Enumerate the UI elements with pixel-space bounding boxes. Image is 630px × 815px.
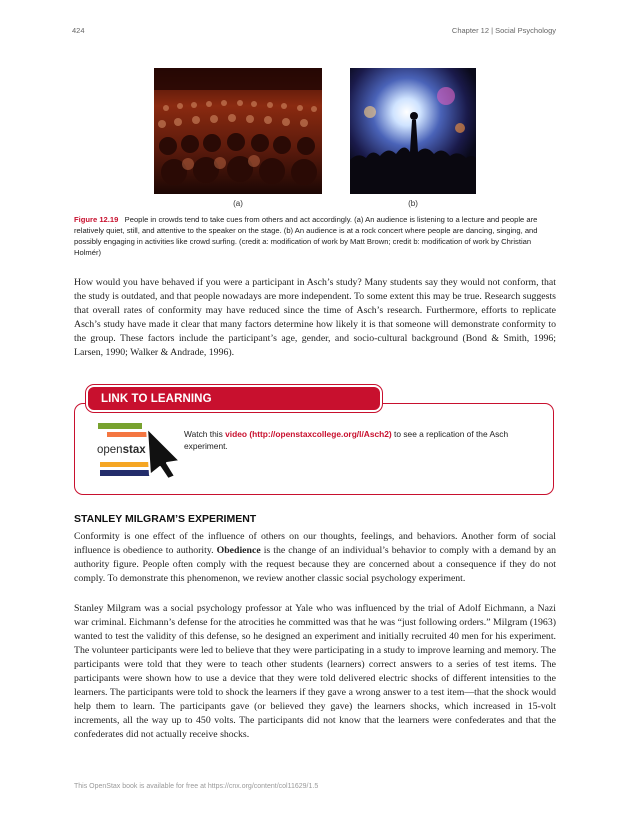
link-to-learning-text: Watch this video (http://openstaxcollege.org/l/Asch2) to see a replication of the Asch experiment. [184,429,509,451]
lecture-audience-photo [154,68,322,194]
openstax-logo-text: openstax [97,444,146,456]
rock-concert-photo [350,68,476,194]
link-to-learning-title: LINK TO LEARNING [101,393,212,405]
chapter-header: Chapter 12 | Social Psychology [451,26,556,35]
body-paragraph-milgram: Stanley Milgram was a social psychology professor at Yale who was influenced by the trial of Adolf Eichmann, a Nazi war criminal. Eichmann’s defense for the atrocities he committed was that he was “just following orders.” Milgram (1963) wanted to test the validity of this defense, so he designed an experiment and initially recruited 40 men for his experiment. The volunteer participants were led to believe that they were participating in a study to improve learning and memory. The participants were told that they were to teach other students (learners) correct answers to a series of test items. The participants were shown how to use a device that they were told delivered electric shocks of different intensities to the learners. The participants were told to shock the learners if they gave a wrong answer to a test item—that the shock would help them to learn. The participants gave (or believed they gave) the learners shocks, which increased in 15-volt increments, all the way up to 450 volts. The participants did not know that the learners were confederates and that the confederates did not actually receive shocks. [74,603,556,740]
obedience-term: Obedience [216,545,261,556]
link-to-learning-tab [86,385,382,412]
figure-label-b: (b) [408,199,418,208]
figure-caption [74,214,556,258]
page-footer: This OpenStax book is available for free at https://cnx.org/content/col11629/1.5 [74,783,319,790]
page-number: 424 [72,26,85,35]
figure-number: Figure 12.19 [74,215,119,224]
body-paragraph-asch: How would you have behaved if you were a participant in Asch’s study? Many students say they would not conform, that the study is outdated, and that people nowadays are more independent. To some extent this may be true. Research suggests that overall rates of conformity may have reduced since the time of Asch’s research. Furthermore, efforts to replicate Asch’s study have made it clear that many factors determine how likely it is that someone will demonstrate conformity to the group. These factors include the participant’s age, gender, and socio-cultural background (Bond & Smith, 1996; Larsen, 1990; Walker & Andrade, 1996). [74,277,556,358]
section-heading: STANLEY MILGRAM’S EXPERIMENT [74,513,257,525]
body-paragraph-obedience: Conformity is one effect of the influence of others on our thoughts, feelings, and behaviors. Another form of social influence is obedience to authority. Obedience is the change of an individual’s behavior to comply with a demand by an authority figure. People often comply with the request because they are concerned about a consequence if they do not comply. To demonstrate this phenomenon, we review another classic social psychology experiment. [74,531,556,584]
figure-caption-text: People in crowds tend to take cues from others and act accordingly. (a) An audience is listening to a lecture and people are relatively quiet, still, and attentive to the speaker on the stage. (b) An audience is at a rock concert where people are dancing, singing, and possibly engaging in activities like crowd surfing. (credit a: modification of work by Matt Brown; credit b: modification of work by Christian Holmér) [74,215,538,257]
figure-label-a: (a) [233,199,243,208]
asch-video-link[interactable]: video (http://openstaxcollege.org/l/Asch2) [225,429,392,439]
